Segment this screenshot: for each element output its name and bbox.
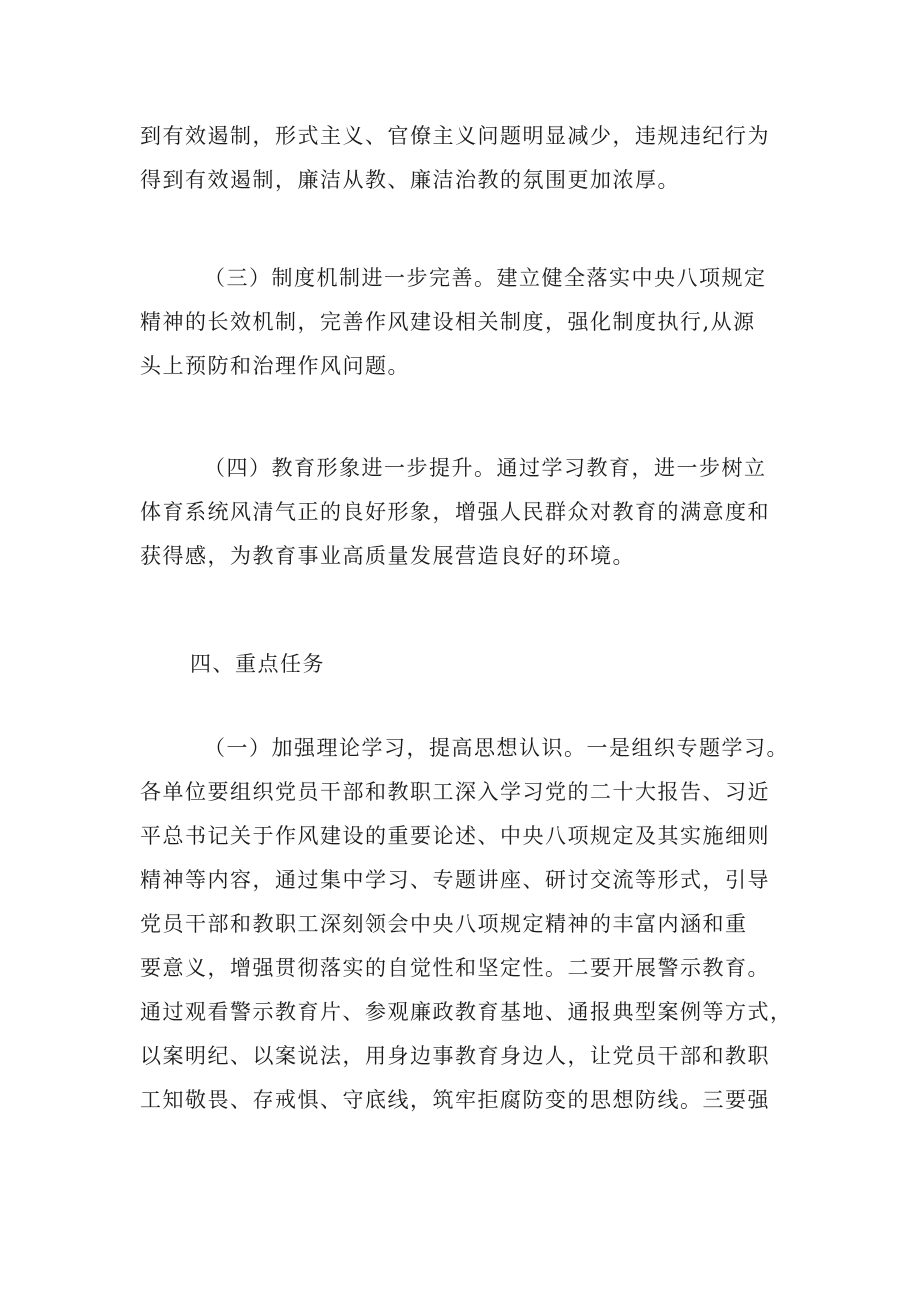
paragraph-line: 党员干部和教职工深刻领会中央八项规定精神的丰富内涵和重 (140, 912, 748, 936)
paragraph-line: 头上预防和治理作风问题。 (140, 354, 410, 378)
paragraph-line: 得到有效遏制，廉洁从教、廉洁治教的氛围更加浓厚。 (140, 168, 680, 192)
paragraph-line: 以案明纪、以案说法，用身边事教育身边人，让党员干部和教职 (140, 1044, 770, 1068)
paragraph-line: 体育系统风清气正的良好形象，增强人民群众对教育的满意度和 (140, 500, 770, 524)
paragraph-line: （一）加强理论学习，提高思想认识。一是组织专题学习。 (204, 736, 789, 760)
paragraph-line: （四）教育形象进一步提升。通过学习教育，进一步树立 (204, 456, 767, 480)
paragraph-line: 到有效遏制，形式主义、官僚主义问题明显减少，违规违纪行为 (140, 124, 770, 148)
paragraph-3 (140, 446, 800, 578)
paragraph-line: 获得感，为教育事业高质量发展营造良好的环境。 (140, 544, 635, 568)
section-heading: 四、重点任务 (190, 652, 325, 676)
paragraph-line: （三）制度机制进一步完善。建立健全落实中央八项规定 (204, 266, 767, 290)
paragraph-line: 工知敬畏、存戒惧、守底线，筑牢拒腐防变的思想防线。三要强 (140, 1088, 770, 1112)
paragraph-line: 平总书记关于作风建设的重要论述、中央八项规定及其实施细则 (140, 824, 770, 848)
paragraph-4 (140, 726, 800, 1122)
paragraph-2 (140, 256, 800, 388)
paragraph-line: 要意义，增强贯彻落实的自觉性和坚定性。二要开展警示教育。 (140, 956, 770, 980)
paragraph-line: 通过观看警示教育片、参观廉政教育基地、通报典型案例等方式， (140, 1000, 793, 1024)
paragraph-1 (140, 114, 800, 202)
paragraph-line: 精神等内容，通过集中学习、专题讲座、研讨交流等形式，引导 (140, 868, 770, 892)
paragraph-line: 各单位要组织党员干部和教职工深入学习党的二十大报告、习近 (140, 780, 770, 804)
paragraph-line: 精神的长效机制，完善作风建设相关制度，强化制度执行,从源 (140, 310, 756, 334)
